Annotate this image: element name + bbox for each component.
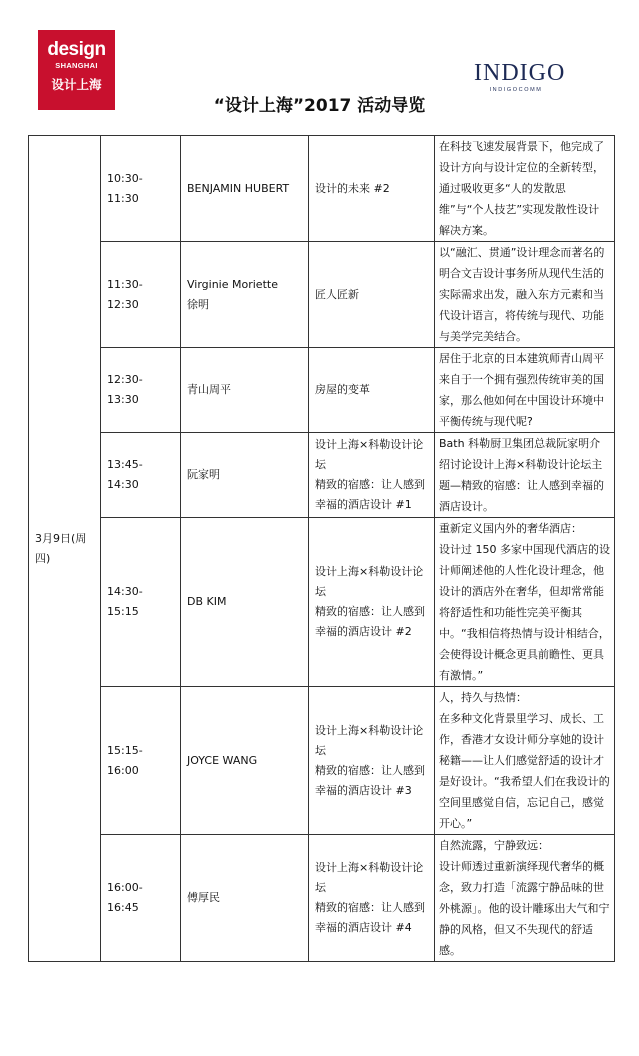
time-cell: 11:30-12:30 bbox=[101, 242, 181, 348]
time-cell: 16:00-16:45 bbox=[101, 835, 181, 962]
page-title: “设计上海”2017 活动导览 bbox=[213, 96, 426, 116]
speaker-cell: DB KIM bbox=[181, 518, 309, 687]
description-cell: Bath 科勒厨卫集团总裁阮家明介绍讨论设计上海×科勒设计论坛主题—精致的宿感：让人感到幸福的酒店设计。 bbox=[435, 433, 615, 518]
description-cell: 在科技飞速发展背景下，他完成了设计方向与设计定位的全新转型，通过吸收更多“人的发散思维”与“个人技艺”实现发散性设计解决方案。 bbox=[435, 136, 615, 242]
topic-cell: 设计上海×科勒设计论坛 精致的宿感：让人感到幸福的酒店设计 #4 bbox=[309, 835, 435, 962]
time-cell: 12:30-13:30 bbox=[101, 348, 181, 433]
description-cell: 居住于北京的日本建筑师青山周平来自于一个拥有强烈传统审美的国家，那么他如何在中国设计环境中平衡传统与现代呢? bbox=[435, 348, 615, 433]
table-row bbox=[29, 348, 615, 433]
table-row bbox=[29, 518, 615, 687]
description-cell: 以“融汇、贯通”设计理念而著名的明合文吉设计事务所从现代生活的实际需求出发，融入东方元素和当代设计语言，将传统与现代、功能与美学完美结合。 bbox=[435, 242, 615, 348]
indigo-logo bbox=[474, 60, 566, 96]
indigo-logo-mark: INDIGO bbox=[474, 60, 566, 86]
speaker-cell: 青山周平 bbox=[181, 348, 309, 433]
topic-cell: 房屋的变革 bbox=[309, 348, 435, 433]
logo-city: SHANGHAI bbox=[55, 61, 98, 70]
topic-cell: 匠人匠新 bbox=[309, 242, 435, 348]
speaker-cell: BENJAMIN HUBERT bbox=[181, 136, 309, 242]
schedule-body bbox=[29, 136, 615, 962]
speaker-cell: JOYCE WANG bbox=[181, 687, 309, 835]
topic-cell: 设计上海×科勒设计论坛 精致的宿感：让人感到幸福的酒店设计 #3 bbox=[309, 687, 435, 835]
topic-cell: 设计的未来 #2 bbox=[309, 136, 435, 242]
table-row bbox=[29, 136, 615, 242]
date-cell: 3月9日(周四) bbox=[29, 136, 101, 962]
time-cell: 14:30-15:15 bbox=[101, 518, 181, 687]
table-row bbox=[29, 835, 615, 962]
table-row bbox=[29, 433, 615, 518]
table-row bbox=[29, 242, 615, 348]
time-cell: 13:45-14:30 bbox=[101, 433, 181, 518]
topic-cell: 设计上海×科勒设计论坛 精致的宿感：让人感到幸福的酒店设计 #1 bbox=[309, 433, 435, 518]
description-cell: 自然流露，宁静致远： 设计师透过重新演绎现代奢华的概念，致力打造「流露宁静品味的世外桃源」。他的设计雕琢出大气和宁静的风格，但又不失现代的舒适感。 bbox=[435, 835, 615, 962]
schedule-table bbox=[28, 135, 615, 962]
speaker-cell: 阮家明 bbox=[181, 433, 309, 518]
speaker-cell: 傅厚民 bbox=[181, 835, 309, 962]
time-cell: 15:15-16:00 bbox=[101, 687, 181, 835]
topic-cell: 设计上海×科勒设计论坛 精致的宿感：让人感到幸福的酒店设计 #2 bbox=[309, 518, 435, 687]
indigo-logo-sub: INDIGOCOMM bbox=[489, 87, 543, 93]
logo-chinese: 设计上海 bbox=[51, 77, 102, 92]
table-row bbox=[29, 687, 615, 835]
logo-word: design bbox=[47, 39, 106, 60]
speaker-cell: Virginie Moriette 徐明 bbox=[181, 242, 309, 348]
description-cell: 人，持久与热情： 在多种文化背景里学习、成长、工作，香港才女设计师分享她的设计秘籍——让人们感觉舒适的设计才是好设计。“我希望人们在我设计的空间里感觉自信，忘记自己，感觉开心。” bbox=[435, 687, 615, 835]
time-cell: 10:30-11:30 bbox=[101, 136, 181, 242]
description-cell: 重新定义国内外的奢华酒店： 设计过 150 多家中国现代酒店的设计师阐述他的人性化设计理念，他设计的酒店外在奢华，但却常常能将舒适性和功能性完美平衡其中。“我相信将热情与设计相结合，会使得设计概念更具前瞻性、更具有激情。” bbox=[435, 518, 615, 687]
